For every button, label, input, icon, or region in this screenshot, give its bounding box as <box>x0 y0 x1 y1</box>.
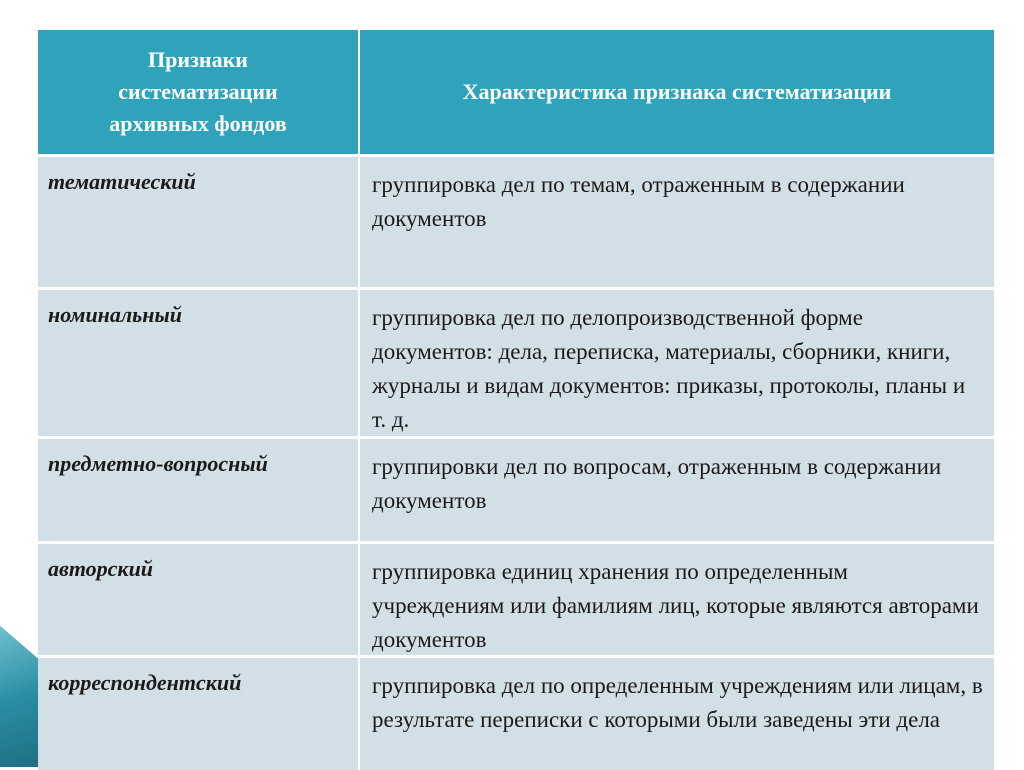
row-2-sign: номинальный <box>38 290 358 436</box>
row-1-sign: тематический <box>38 157 358 287</box>
row-1-description: группировка дел по темам, отраженным в содержании документов <box>360 157 994 287</box>
header-characteristic <box>360 30 994 154</box>
row-5-description: группировка дел по определенным учреждениям или лицам, в результате переписки с которыми были заведены эти дела <box>360 658 994 770</box>
header-signs <box>38 30 358 154</box>
systematization-table <box>38 30 994 767</box>
row-3-sign: предметно-вопросный <box>38 439 358 541</box>
row-5-sign: корреспондентский <box>38 658 358 770</box>
row-4-description: группировка единиц хранения по определенным учреждениям или фамилиям лиц, которые являются авторами документов <box>360 544 994 655</box>
row-4-sign: авторский <box>38 544 358 655</box>
header-signs-label: Признаки систематизации архивных фондов <box>109 47 287 136</box>
corner-decoration <box>0 610 40 767</box>
header-characteristic-label: Характеристика признака систематизации <box>462 79 892 104</box>
row-2-description: группировка дел по делопроизводственной форме документов: дела, переписка, материалы, сборники, книги, журналы и видам документов: приказы, протоколы, планы и т. д. <box>360 290 994 436</box>
row-3-description: группировки дел по вопросам, отраженным в содержании документов <box>360 439 994 541</box>
